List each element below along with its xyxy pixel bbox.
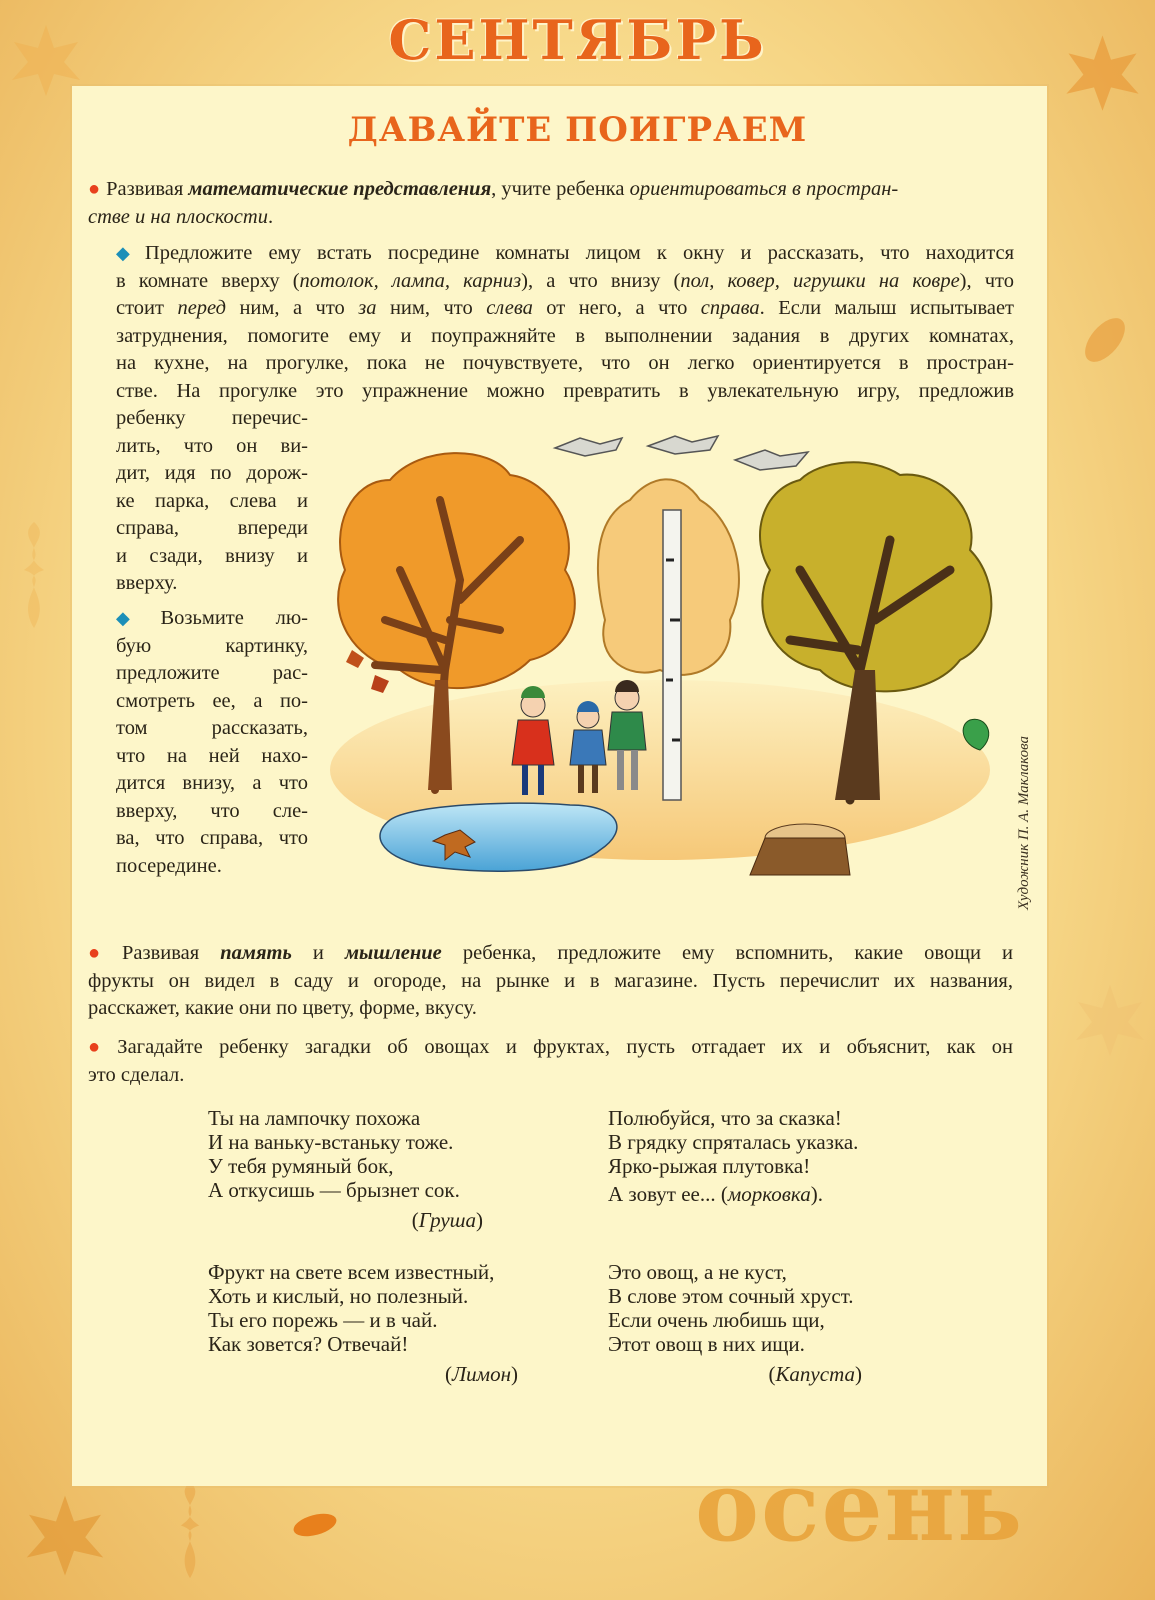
leaf-icon [371,675,389,693]
geese-flock-icon [555,436,808,470]
diamond-bullet-icon: ◆ [116,608,157,628]
riddle-answer: Капуста [775,1362,855,1386]
leaf-icon [290,1505,340,1545]
leaf-icon [346,650,364,668]
paragraph-orientation-exercise: ◆ Предложите ему встать посредине комнаты лицом к окну и рассказать, что находится в комнате вверху (потолок, лампа, карниз), а что внизу (пол, ковер, игрушки на ковре), что стоит перед ним, а что за ним, что слева от него, а что справа. Если малыш испытывает затруднения, помогите ему и поупражняйте в выполнении задания в других комнатах, на кухне, на прогулке, пока не почувствуете, что он легко ориентируется в простран- стве. На прогулке это упражнение можно превратить в увлекательную игру, предложив [116,242,1015,402]
bullet-icon: ● [88,942,117,964]
oak-leaf-icon [160,1480,220,1580]
leaf-icon [1075,310,1135,370]
autumn-park-illustration [330,420,1010,900]
riddle-cabbage: Это овощ, а не куст, В слове этом сочный хруст. Если очень любишь щи, Этот овощ в них ищи. (Капуста) [608,1260,862,1386]
section-memory-thinking: ● Развивая память и мышление ребенка, предложите ему вспомнить, какие овощи и фрукты он видел в саду и огороде, на рынке и в магазине. Пусть перечислит их названия, расскажет, какие они по цвету, форме, вкусу. [88,942,1013,1019]
riddle-answer: Груша [418,1208,476,1232]
riddle-lemon: Фрукт на свете всем известный, Хоть и кислый, но полезный. Ты его порежь — и в чай. Как зовется? Отвечай! (Лимон) [208,1260,518,1386]
riddle-answer: Лимон [451,1362,511,1386]
riddle-pear: Ты на лампочку похожа И на ваньку-встаньку тоже. У тебя румяный бок, А откусишь — брызнет сок. (Груша) [208,1106,483,1232]
month-heading: СЕНТЯБРЬ [388,8,767,72]
column-text-picture: ◆ Возьмите лю- бую картинку, предложите рас- смотреть ее, а по- том рассказать, что на ней нахо- дится внизу, а что вверху, что сле- ва, что справа, что посередине. [116,607,308,877]
section-math-intro: ● Развивая математические представления, учите ребенка ориентироваться в простран- стве и на плоскости. [88,178,899,228]
bullet-icon: ● [88,178,101,200]
illustration-credit: Художник П. А. Маклакова [1016,735,1032,910]
riddle-answer: морковка [727,1182,811,1206]
riddle-carrot: Полюбуйся, что за сказка! В грядку спряталась указка. Ярко-рыжая плутовка! А зовут ее... (морковка). [608,1106,859,1206]
pond [380,803,617,871]
maple-leaf-icon [20,1490,110,1580]
season-word: осень [695,1450,1024,1563]
oak-leaf-icon [4,520,64,630]
page-title: ДАВАЙТЕ ПОИГРАЕМ [347,110,808,150]
section-riddles-intro: ● Загадайте ребенку загадки об овощах и фруктах, пусть отгадает их и объяснит, как он это сделал. [88,1036,1013,1086]
maple-leaf-icon [1070,980,1150,1060]
diamond-bullet-icon: ◆ [116,243,141,263]
bullet-icon: ● [88,1036,112,1058]
column-text-walk: ребенку перечис- лить, что он ви- дит, идя по дорож- ке парка, слева и справа, впереди и сзади, внизу и вверху. [116,407,308,594]
